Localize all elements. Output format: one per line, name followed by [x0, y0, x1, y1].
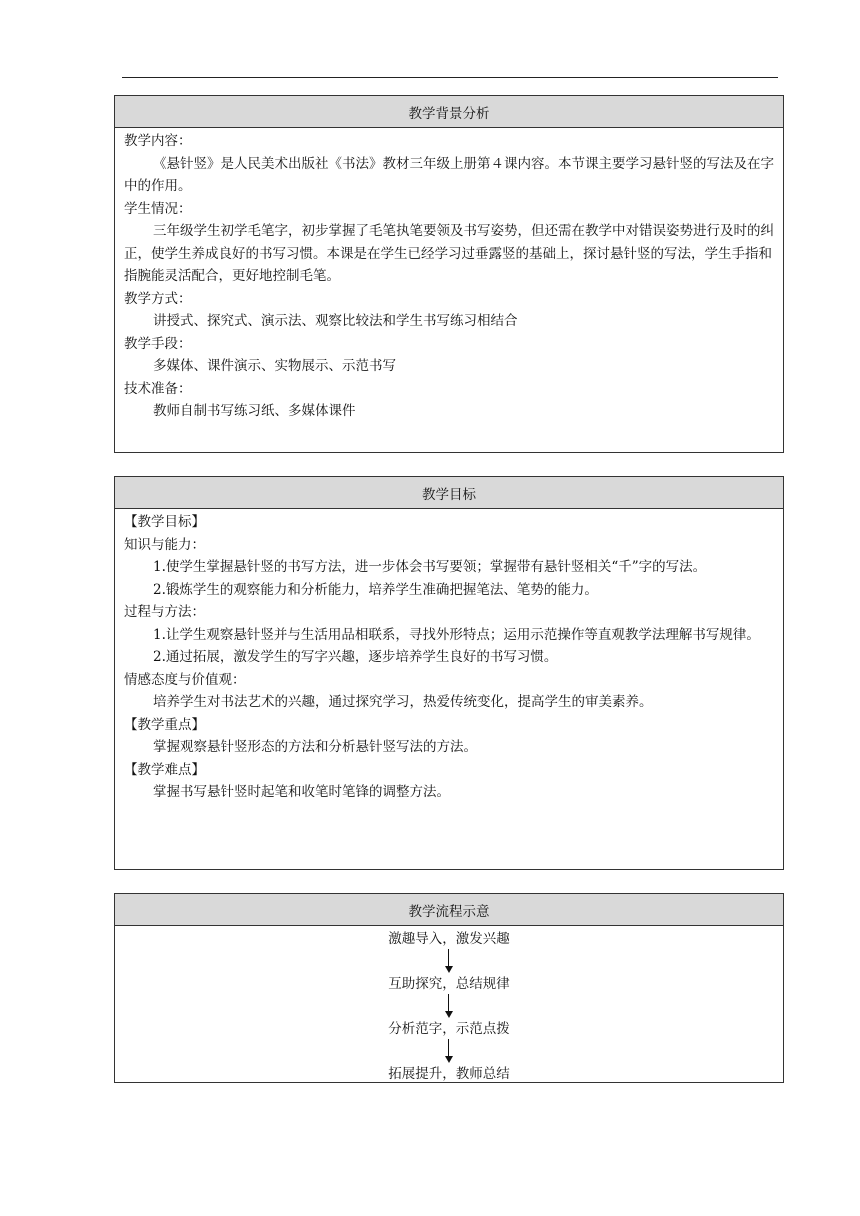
panel-title: 教学流程示意 — [115, 894, 783, 926]
process-label: 过程与方法： — [124, 604, 205, 620]
process-item-1: 1.让学生观察悬针竖并与生活用品相联系，寻找外形特点；运用示范操作等直观教学法理解书写规律。 — [153, 626, 760, 643]
process-item-2: 2.通过拓展，激发学生的写字兴趣，逐步培养学生良好的书写习惯。 — [153, 649, 558, 665]
knowledge-item-1: 1.使学生掌握悬针竖的书写方法，进一步体会书写要领；掌握带有悬针竖相关“千”字的写法。 — [153, 559, 707, 575]
panel-body — [115, 128, 783, 423]
teaching-goals-panel — [114, 476, 784, 870]
students-label: 学生情况： — [124, 200, 192, 217]
emotion-text: 培养学生对书法艺术的兴趣，通过探究学习，热爱传统变化，提高学生的审美素养。 — [153, 694, 653, 710]
flow-chart — [115, 926, 783, 1084]
background-analysis-panel — [114, 95, 784, 453]
down-arrow-icon — [443, 949, 455, 974]
emotion-label: 情感态度与价值观： — [124, 671, 246, 688]
key-header: 【教学重点】 — [124, 716, 205, 733]
means-text: 多媒体、课件演示、实物展示、示范书写 — [153, 358, 396, 374]
difficulty-header: 【教学难点】 — [124, 761, 205, 778]
flow-step-3: 分析范字，示范点拨 — [388, 1021, 510, 1037]
content-label: 教学内容： — [124, 133, 192, 149]
tech-label: 技术准备： — [124, 380, 192, 397]
panel-title: 教学目标 — [115, 477, 783, 509]
goal-header: 【教学目标】 — [124, 514, 205, 530]
down-arrow-icon — [443, 1039, 455, 1064]
knowledge-item-2: 2.锻炼学生的观察能力和分析能力，培养学生准确把握笔法、笔势的能力。 — [153, 581, 598, 598]
tech-text: 教师自制书写练习纸、多媒体课件 — [153, 403, 356, 419]
students-text: 三年级学生初学毛笔字，初步掌握了毛笔执笔要领及书写姿势，但还需在教学中对错误姿势进行及时的纠正，使学生养成良好的书写习惯。本课是在学生已经学习过垂露竖的基础上，探讨悬针竖的写法，学生手指和指腕能灵活配合，更好地控制毛笔。 — [124, 223, 774, 284]
difficulty-text: 掌握书写悬针竖时起笔和收笔时笔锋的调整方法。 — [153, 784, 450, 800]
content-text: 《悬针竖》是人民美术出版社《书法》教材三年级上册第４课内容。本节课主要学习悬针竖的写法及在字中的作用。 — [124, 155, 774, 194]
panel-body — [115, 509, 783, 804]
means-label: 教学手段： — [124, 335, 192, 352]
header-rule — [122, 77, 778, 78]
down-arrow-icon — [443, 994, 455, 1019]
flow-step-4: 拓展提升，教师总结 — [388, 1066, 510, 1082]
knowledge-label: 知识与能力： — [124, 536, 205, 553]
method-text: 讲授式、探究式、演示法、观察比较法和学生书写练习相结合 — [153, 313, 518, 329]
teaching-flow-panel — [114, 893, 784, 1083]
panel-title: 教学背景分析 — [115, 96, 783, 128]
flow-step-1: 激趣导入，激发兴趣 — [388, 931, 510, 947]
flow-step-2: 互助探究，总结规律 — [388, 976, 510, 992]
method-label: 教学方式： — [124, 290, 192, 307]
key-text: 掌握观察悬针竖形态的方法和分析悬针竖写法的方法。 — [153, 739, 477, 755]
